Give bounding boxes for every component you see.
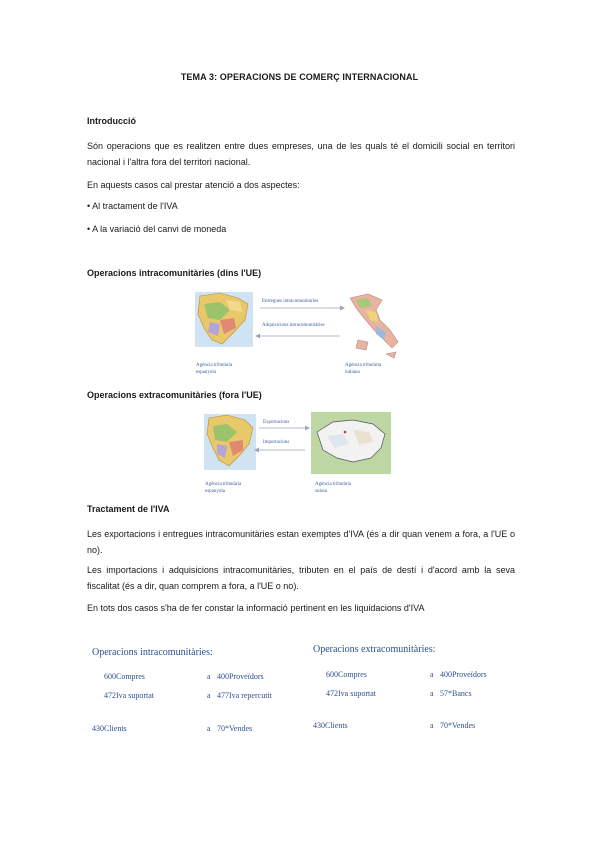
entries-intra-row1-sep: a: [207, 672, 211, 681]
entries-extra-row1-sep: a: [430, 670, 434, 679]
iva-paragraph-3: En tots dos casos s'ha de fer constar la informació pertinent en les liquidacions d'IVA: [87, 603, 425, 613]
iva-paragraph-2: Les importacions i adquisicions intracomunitàries, tributen en el país de destí i d'acord amb la seva fiscalitat (és a dir, quan comprem a fora, a l'UE o no).: [87, 565, 515, 591]
entries-intra-row2-right: 477Iva repercutit: [217, 691, 272, 700]
intro-paragraph-2: En aquests casos cal prestar atenció a dos aspectes:: [87, 180, 300, 190]
italy-map: [350, 294, 398, 358]
intro-heading: Introducció: [87, 116, 136, 126]
entries-intra-row1-right: 400Proveïdors: [217, 672, 264, 681]
entries-extra-row2-right: 57*Bancs: [440, 689, 472, 698]
catalonia-map-2: [204, 414, 256, 470]
entries-extra-row1-right: 400Proveïdors: [440, 670, 487, 679]
entries-extra-row1-left: 600Compres: [326, 670, 367, 679]
entries-extra-title: Operacions extracomunitàries:: [313, 644, 436, 655]
iva-heading: Tractament de l'IVA: [87, 504, 170, 514]
intro-bullet-2: • A la variació del canvi de moneda: [87, 224, 227, 234]
intra-left-label-2: espanyola: [196, 370, 216, 375]
entries-intra-row2-left: 472Iva suportat: [104, 691, 154, 700]
intra-diagram: [190, 290, 410, 380]
extra-right-label-1: Agència tributària: [315, 482, 352, 487]
intra-right-label-1: Agència tributària: [345, 363, 382, 368]
page-title: TEMA 3: OPERACIONS DE COMERÇ INTERNACIONAL: [180, 72, 419, 82]
entries-extra-row3-left: 430Clients: [313, 721, 348, 730]
extra-heading: Operacions extracomunitàries (fora l'UE): [87, 390, 262, 400]
intro-bullet-1: • Al tractament de l'IVA: [87, 201, 178, 211]
extra-arrow-top-label: Exportacions: [263, 420, 290, 425]
extra-left-label-1: Agència tributària: [205, 482, 242, 487]
intro-paragraph-1: Són operacions que es realitzen entre dues empreses, una de les quals té el domicili social en territori nacional i l'altra fora del territori nacional.: [87, 141, 515, 167]
intra-left-label-1: Agència tributària: [196, 363, 233, 368]
entries-intra-row3-sep: a: [207, 724, 211, 733]
extra-diagram: [203, 412, 393, 500]
intra-arrow-bottom-label: Adquisicions intracomunitàries: [262, 323, 325, 328]
entries-extra-row2-left: 472Iva suportat: [326, 689, 376, 698]
extra-left-label-2: espanyola: [205, 489, 225, 494]
intra-arrow-top-label: Entregues intracomunitàries: [262, 299, 319, 304]
switzerland-map: [311, 412, 391, 474]
entries-intra-row3-right: 70*Vendes: [217, 724, 253, 733]
intra-right-label-2: italiana: [345, 370, 360, 375]
entries-intra-title: Operacions intracomunitàries:: [92, 647, 213, 658]
entries-extra-row3-sep: a: [430, 721, 434, 730]
catalonia-map: [195, 292, 253, 347]
entries-intra-row3-left: 430Clients: [92, 724, 127, 733]
intra-heading: Operacions intracomunitàries (dins l'UE): [87, 268, 262, 278]
extra-arrow-bottom-label: Importacions: [263, 440, 290, 445]
entries-intra-row2-sep: a: [207, 691, 211, 700]
extra-right-label-2: suissa: [315, 489, 327, 494]
entries-intra-row1-left: 600Compres: [104, 672, 145, 681]
iva-paragraph-1: Les exportacions i entregues intracomunitàries estan exemptes d'IVA (és a dir quan venem a fora, a l'UE o no).: [87, 529, 515, 555]
entries-extra-row3-right: 70*Vendes: [440, 721, 476, 730]
entries-extra-row2-sep: a: [430, 689, 434, 698]
